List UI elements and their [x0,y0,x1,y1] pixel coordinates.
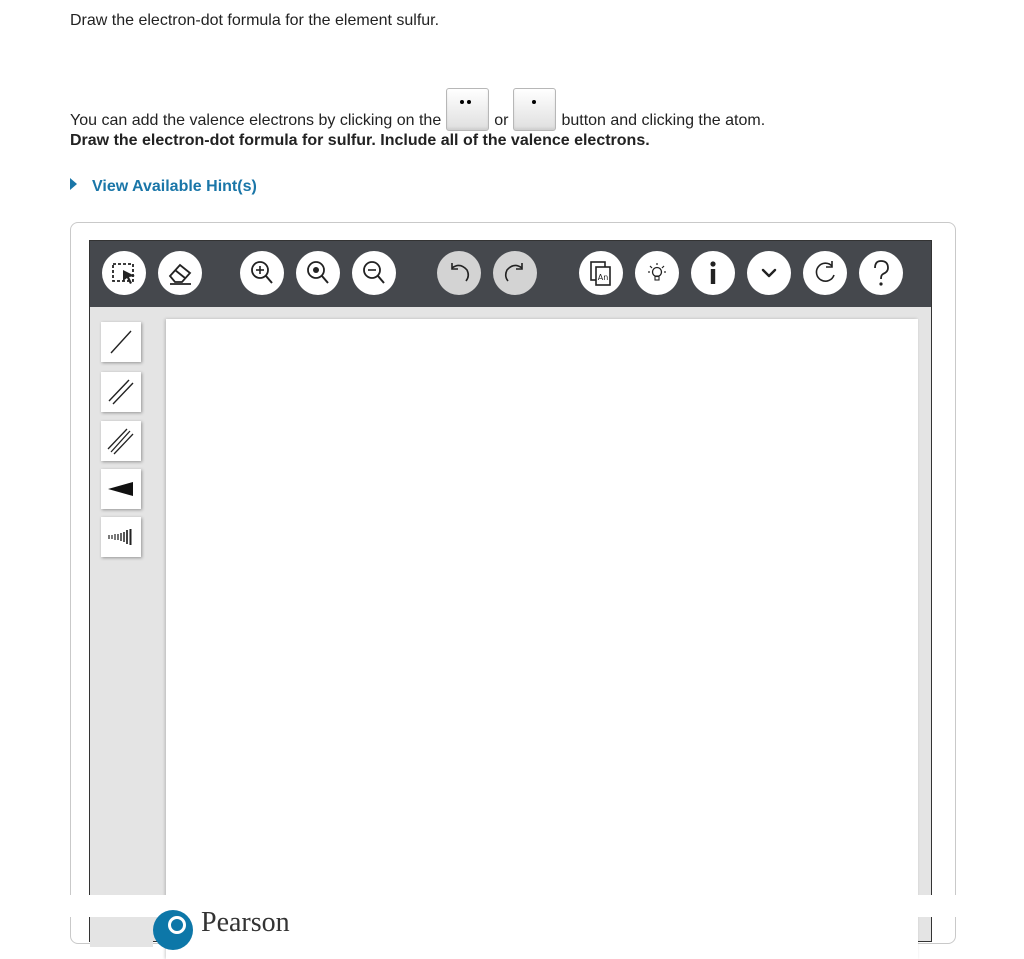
zoom-in-icon [247,258,277,288]
bond-tools-sidebar [90,307,153,947]
wedge-bond-tool[interactable] [101,469,141,509]
caret-right-icon [70,178,77,190]
lightbulb-icon [642,258,672,288]
chevron-down-icon [754,258,784,288]
hash-bond-icon [106,522,136,552]
eraser-button[interactable] [158,251,202,295]
triple-bond-icon [106,426,136,456]
reset-button[interactable] [803,251,847,295]
double-bond-icon [106,377,136,407]
zoom-out-icon [359,258,389,288]
zoom-reset-icon [303,258,333,288]
hint-button[interactable] [635,251,679,295]
help-button[interactable] [859,251,903,295]
template-pages-icon [586,258,616,288]
footer [0,895,1024,938]
redo-icon [500,258,530,288]
marquee-select-icon [109,258,139,288]
single-electron-button[interactable] [513,88,556,131]
reset-circle-icon [810,258,840,288]
molecule-editor [89,240,932,942]
view-hints-link[interactable] [70,178,257,196]
lone-pair-button[interactable] [446,88,489,131]
zoom-in-button[interactable] [240,251,284,295]
svg-text:An: An [597,273,609,282]
double-bond-tool[interactable] [101,372,141,412]
undo-button[interactable] [437,251,481,295]
brand-name: Pearson [201,907,290,938]
single-bond-tool[interactable] [101,322,141,362]
info-icon [698,258,728,288]
info-button[interactable] [691,251,735,295]
drawing-canvas[interactable] [166,319,918,959]
instruction-text-or: or [494,112,509,129]
undo-icon [444,258,474,288]
question-intro: Draw the electron-dot formula for the element sulfur. [70,12,440,29]
one-dot-icon [532,100,536,104]
two-dots-icon [460,100,464,104]
more-button[interactable] [747,251,791,295]
hash-bond-tool[interactable] [101,517,141,557]
hint-link-label: View Available Hint(s) [92,178,257,195]
question-task: Draw the electron-dot formula for sulfur. Include all of the valence electrons. [70,132,650,149]
eraser-icon [165,258,195,288]
redo-button[interactable] [493,251,537,295]
triple-bond-tool[interactable] [101,421,141,461]
select-tool-button[interactable] [102,251,146,295]
instruction-text-before: You can add the valence electrons by clicking on the [70,112,442,129]
zoom-reset-button[interactable] [296,251,340,295]
editor-toolbar [90,241,931,307]
instruction-text-after: button and clicking the atom. [561,112,766,129]
question-instruction [70,88,765,131]
zoom-out-button[interactable] [352,251,396,295]
single-bond-icon [106,327,136,357]
templates-button[interactable] [579,251,623,295]
wedge-bond-icon [106,474,136,504]
question-icon [866,258,896,288]
